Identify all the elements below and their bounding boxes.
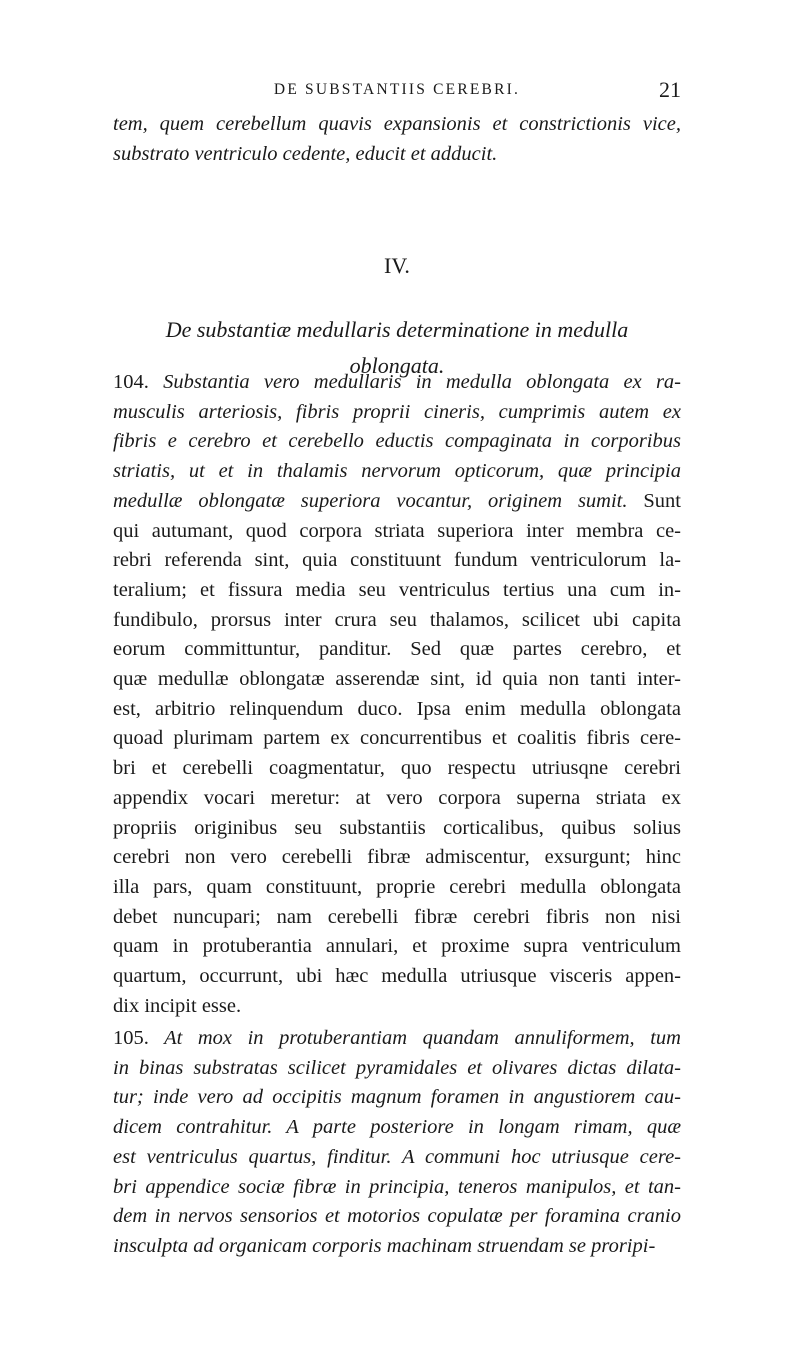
paragraph-105 [113,1024,681,1262]
roman-run: fundibulo, prorsus inter crura seu thalamos, scilicet ubi capita [113,608,681,631]
italic-run: dicem contrahitur. A parte posteriore in longam rimam, quæ [113,1116,681,1139]
italic-run: bri appendice sociæ fibræ in principia, teneros manipulos, et tan- [113,1175,681,1198]
roman-run: Sunt [627,489,681,512]
text-line [113,487,681,517]
roman-run: rebri referenda sint, quia constituunt fundum ventriculorum la- [113,549,681,572]
text-line [113,962,681,992]
roman-run: bri et cerebelli coagmentatur, quo respectu utriusqne cerebri [113,757,681,780]
italic-run: medullæ oblongatæ superiora vocantur, originem sumit. [113,489,628,512]
roman-run: illa pars, quam constituunt, proprie cerebri medulla oblongata [113,875,681,898]
text-line [113,398,681,428]
text-line: substrato ventriculo cedente, educit et adducit. [113,142,498,165]
italic-run: tur; inde vero ad occipitis magnum foramen in angustiorem cau- [113,1086,681,1109]
text-line [113,1083,681,1113]
continuation-paragraph [113,110,681,169]
roman-run: quam in protuberantia annulari, et proxime supra ventriculum [113,935,681,958]
text-line [113,843,681,873]
text-line [113,724,681,754]
text-line [113,368,681,398]
text-line [113,635,681,665]
italic-run: Substantia vero medullaris in medulla oblongata ex ra- [148,371,681,393]
text-line [113,814,681,844]
text-line [113,695,681,725]
page-number: 21 [659,77,681,102]
text-line [113,1024,681,1054]
paragraph-number: 104. [113,371,149,393]
text-line [113,576,681,606]
text-line [113,606,681,636]
text-line [113,457,681,487]
roman-run: teralium; et fissura media seu ventriculus tertius una cum in- [113,578,681,601]
roman-run: est, arbitrio relinquendum duco. Ipsa enim medulla oblongata [113,697,681,720]
text-line [113,784,681,814]
roman-run: debet nuncupari; nam cerebelli fibræ cerebri fibris non nisi [113,905,681,928]
roman-run: appendix vocari meretur: at vero corpora superna striata ex [113,786,681,809]
text-line [113,754,681,784]
italic-run: fibris e cerebro et cerebello eductis compaginata in corporibus [113,430,681,453]
text-line: tem, quem cerebellum quavis expansionis et constrictionis vice, [113,113,681,135]
italic-run: in binas substratas scilicet pyramidales et olivares dictas dilata- [113,1056,681,1079]
text-line [113,932,681,962]
roman-run: quartum, occurrunt, ubi hæc medulla utriusque visceris appen- [113,965,681,988]
section-title-line: De substantiæ medullaris determinatione in medulla [165,317,629,342]
text-line [113,665,681,695]
italic-run: musculis arteriosis, fibris proprii cineris, cumprimis autem ex [113,400,681,423]
paragraph-104 [113,368,681,1021]
text-line [113,546,681,576]
italic-run: insculpta ad organicam corporis machinam struendam se proripi- [113,1234,656,1257]
roman-run: quæ medullæ oblongatæ asserendæ sint, id quia non tanti inter- [113,668,681,691]
roman-run: quoad plurimam partem ex concurrentibus et coalitis fibris cere- [113,727,681,750]
italic-run: At mox in protuberantiam quandam annuliformem, tum [148,1027,681,1049]
running-title: DE SUBSTANTIIS CEREBRI. [273,81,521,98]
text-line [113,1232,681,1262]
roman-run: eorum committuntur, panditur. Sed quæ partes cerebro, et [113,638,681,661]
roman-run: cerebri non vero cerebelli fibræ admiscentur, exsurgunt; hinc [113,846,681,869]
text-line [113,903,681,933]
text-line [113,1202,681,1232]
paragraph-number: 105. [113,1027,149,1049]
italic-run: est ventriculus quartus, finditur. A communi hoc utriusque cere- [113,1145,681,1168]
section-number: IV. [384,253,410,278]
text-line [113,873,681,903]
running-head [113,79,681,105]
italic-run: dem in nervos sensorios et motorios copulatæ per foramina cranio [113,1205,681,1228]
section-title-line: oblongata. [349,353,445,378]
text-line [113,992,681,1022]
text-line [113,1113,681,1143]
roman-run: qui autumant, quod corpora striata superiora inter membra ce- [113,519,681,542]
text-line [113,517,681,547]
text-line [113,427,681,457]
text-line [113,1054,681,1084]
roman-run: propriis originibus seu substantiis corticalibus, quibus solius [113,816,681,839]
roman-run: dix incipit esse. [113,994,242,1017]
text-line [113,1173,681,1203]
text-line [113,1143,681,1173]
italic-run: striatis, ut et in thalamis nervorum opticorum, quæ principia [113,460,681,483]
